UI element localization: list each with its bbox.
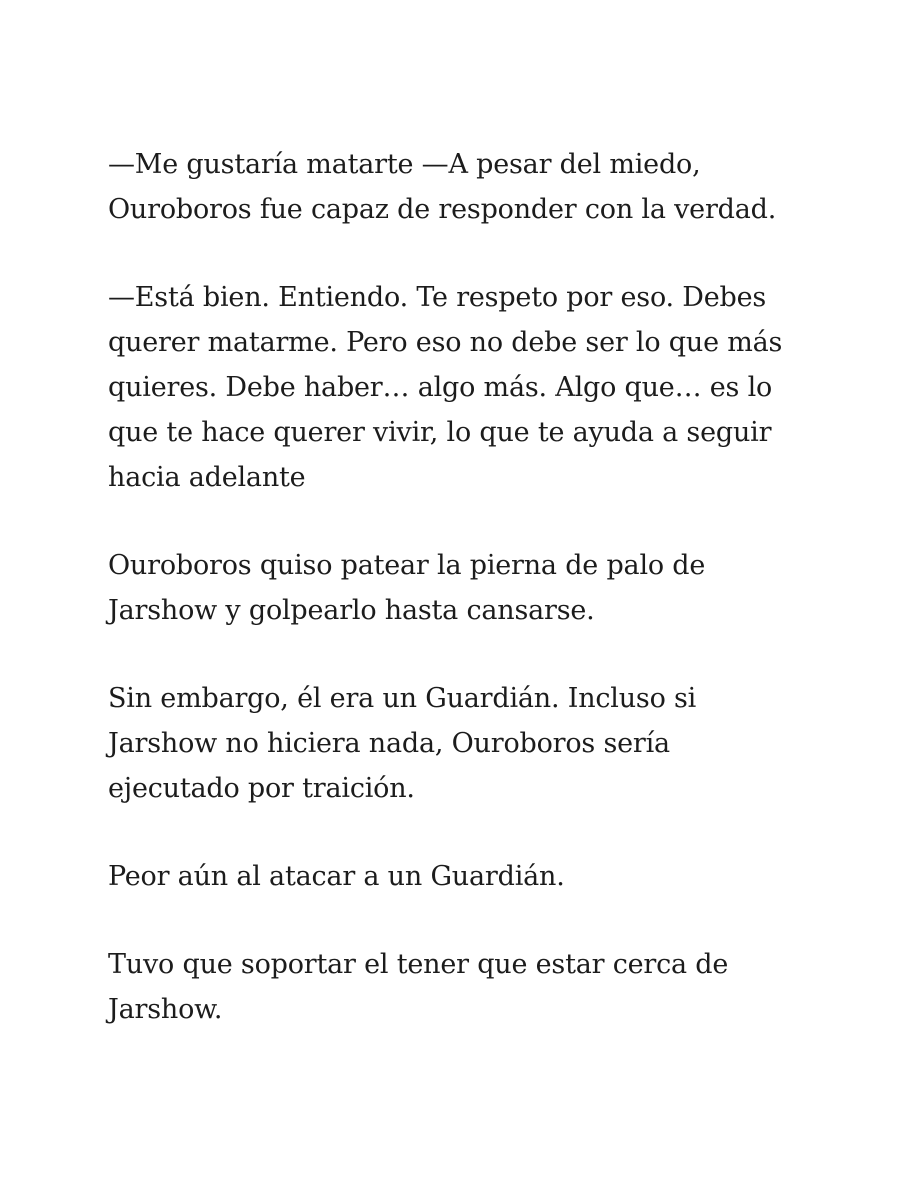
paragraph: —Me gustaría matarte —A pesar del miedo, Ouroboros fue capaz de responder con la verdad. (108, 149, 777, 225)
paragraph: Sin embargo, él era un Guardián. Incluso si Jarshow no hiciera nada, Ouroboros sería ejecutado por traición. (108, 683, 697, 804)
paragraph: Peor aún al atacar a un Guardián. (108, 861, 565, 892)
document-page (108, 142, 808, 1075)
paragraph: Tuvo que soportar el tener que estar cerca de Jarshow. (108, 949, 729, 1025)
paragraph: —Está bien. Entiendo. Te respeto por eso. Debes querer matarme. Pero eso no debe ser lo que más quieres. Debe haber… algo más. Algo que… es lo que te hace querer vivir, lo que te ayuda a seguir hacia adelante (108, 282, 783, 493)
paragraph: Ouroboros quiso patear la pierna de palo de Jarshow y golpearlo hasta cansarse. (108, 550, 706, 626)
